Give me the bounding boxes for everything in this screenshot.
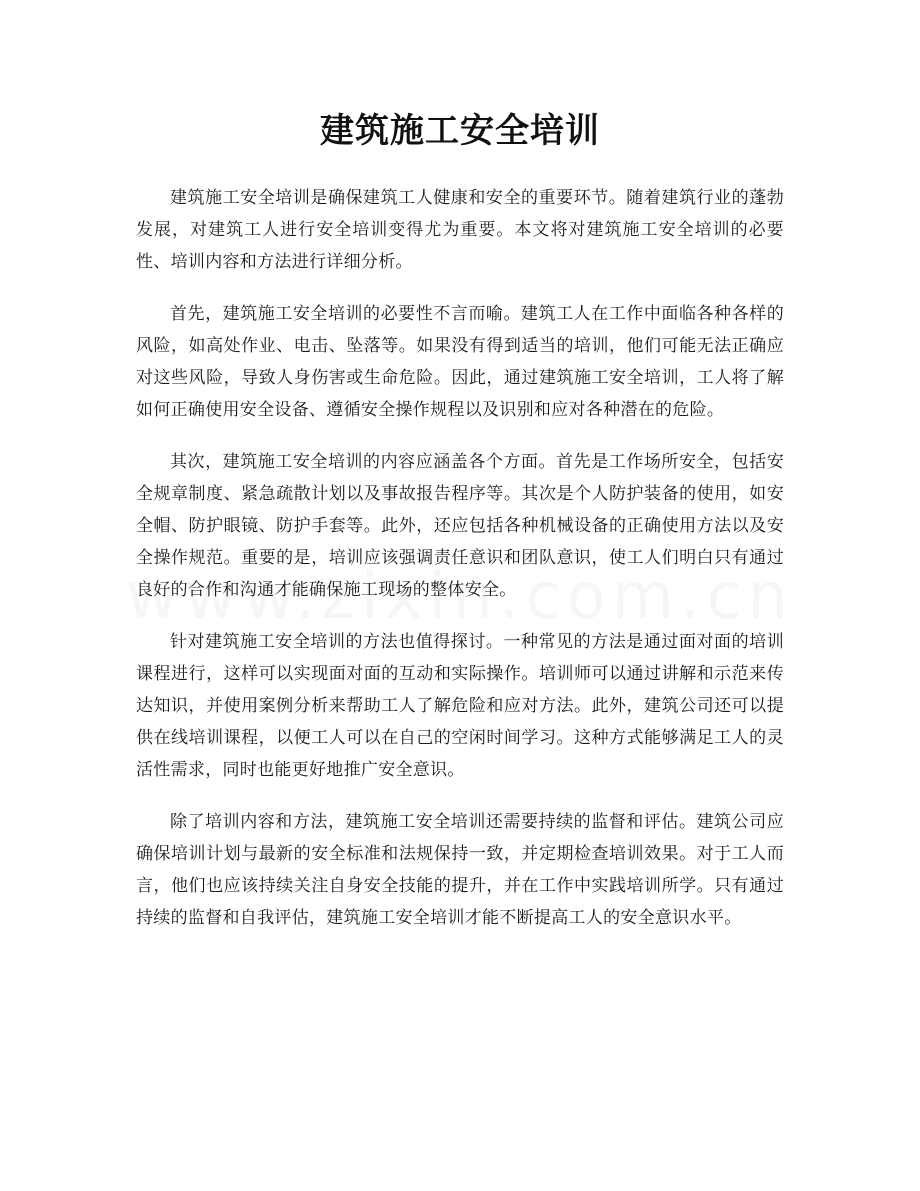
paragraph-5: 除了培训内容和方法，建筑施工安全培训还需要持续的监督和评估。建筑公司应确保培训计划与最新的安全标准和法规保持一致，并定期检查培训效果。对于工人而言，他们也应该持续关注自身安全技能的提升，并在工作中实践培训所学。只有通过持续的监督和自我评估，建筑施工安全培训才能不断提高工人的安全意识水平。 [136, 812, 784, 928]
document-body [136, 182, 784, 954]
paragraph-4: 针对建筑施工安全培训的方法也值得探讨。一种常见的方法是通过面对面的培训课程进行，这样可以实现面对面的互动和实际操作。培训师可以通过讲解和示范来传达知识，并使用案例分析来帮助工人了解危险和应对方法。此外，建筑公司还可以提供在线培训课程，以便工人可以在自己的空闲时间学习。这种方式能够满足工人的灵活性需求，同时也能更好地推广安全意识。 [136, 632, 784, 780]
document-title: 建筑施工安全培训 [320, 111, 600, 151]
paragraph-1: 建筑施工安全培训是确保建筑工人健康和安全的重要环节。随着建筑行业的蓬勃发展，对建筑工人进行安全培训变得尤为重要。本文将对建筑施工安全培训的必要性、培训内容和方法进行详细分析。 [136, 188, 784, 272]
paragraph-2: 首先，建筑施工安全培训的必要性不言而喻。建筑工人在工作中面临各种各样的风险，如高处作业、电击、坠落等。如果没有得到适当的培训，他们可能无法正确应对这些风险，导致人身伤害或生命危险。因此，通过建筑施工安全培训，工人将了解如何正确使用安全设备、遵循安全操作规程以及识别和应对各种潜在的危险。 [136, 304, 784, 420]
paragraph-3: 其次，建筑施工安全培训的内容应涵盖各个方面。首先是工作场所安全，包括安全规章制度、紧急疏散计划以及事故报告程序等。其次是个人防护装备的使用，如安全帽、防护眼镜、防护手套等。此外，还应包括各种机械设备的正确使用方法以及安全操作规范。重要的是，培训应该强调责任意识和团队意识，使工人们明白只有通过良好的合作和沟通才能确保施工现场的整体安全。 [136, 452, 784, 600]
